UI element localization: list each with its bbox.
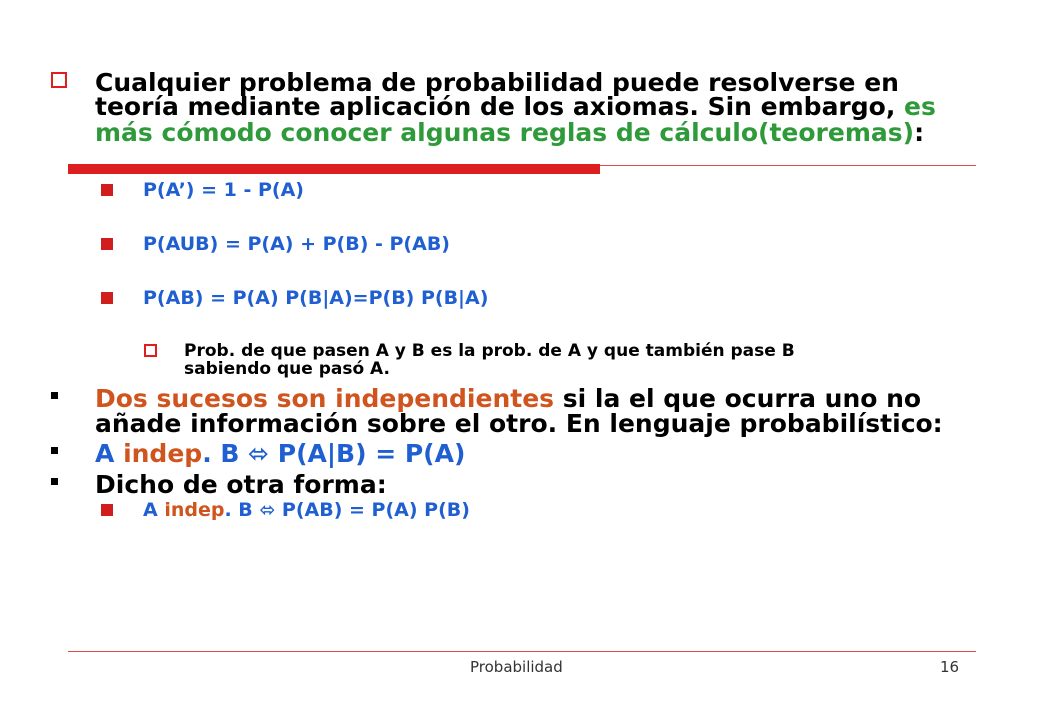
independence-line-1-rest: si la el que ocurra uno no (554, 384, 922, 413)
definition (95, 441, 465, 466)
square-bullet-icon (101, 238, 113, 250)
independence-line-2: añade información sobre el otro. En lenguaje probabilístico: (95, 409, 943, 438)
definition-a: A (95, 439, 124, 468)
intro-line-1: Cualquier problema de probabilidad puede resolverse en (95, 68, 899, 97)
note-line-1: Prob. de que pasen A y B es la prob. de A y que también pase B (184, 341, 795, 361)
alt-definition (143, 501, 470, 520)
otherwise: Dicho de otra forma: (95, 470, 387, 499)
square-bullet-icon (101, 184, 113, 196)
intro-line-2 (95, 94, 936, 119)
intro-line-2-green: es (904, 92, 936, 121)
separator-thick (68, 164, 600, 174)
footer-separator (68, 651, 976, 652)
alt-definition-indep: indep (164, 499, 225, 521)
square-bullet-icon (51, 447, 58, 454)
rule-intersection: P(AB) = P(A) P(B|A)=P(B) P(B|A) (143, 287, 489, 309)
square-bullet-icon (101, 292, 113, 304)
independence-line-1 (95, 386, 921, 411)
square-bullet-icon (51, 478, 58, 485)
square-bullet-icon (51, 392, 58, 399)
square-bullet-icon (101, 504, 113, 516)
page-number: 16 (940, 658, 960, 676)
rule-union: P(AUB) = P(A) + P(B) - P(AB) (143, 233, 450, 255)
independence-term: Dos sucesos son independientes (95, 384, 555, 413)
intro-line-3-green: más cómodo conocer algunas reglas de cálculo(teoremas) (95, 118, 915, 147)
alt-definition-a: A (143, 499, 165, 521)
intro-line-3-end: : (914, 118, 925, 147)
hollow-square-bullet-icon (144, 344, 157, 357)
definition-indep: indep (123, 439, 203, 468)
hollow-square-bullet-icon (51, 72, 67, 88)
alt-definition-rest: . B ⬄ P(AB) = P(A) P(B) (224, 499, 470, 521)
rule-complement: P(A’) = 1 - P(A) (143, 179, 304, 201)
definition-rest: . B ⬄ P(A|B) = P(A) (202, 439, 466, 468)
footer-title: Probabilidad (470, 658, 563, 676)
intro-line-3 (95, 120, 924, 145)
note-line-2: sabiendo que pasó A. (184, 359, 390, 379)
separator-thin (600, 165, 976, 166)
intro-line-2-text: teoría mediante aplicación de los axiomas. Sin embargo, (95, 92, 905, 121)
